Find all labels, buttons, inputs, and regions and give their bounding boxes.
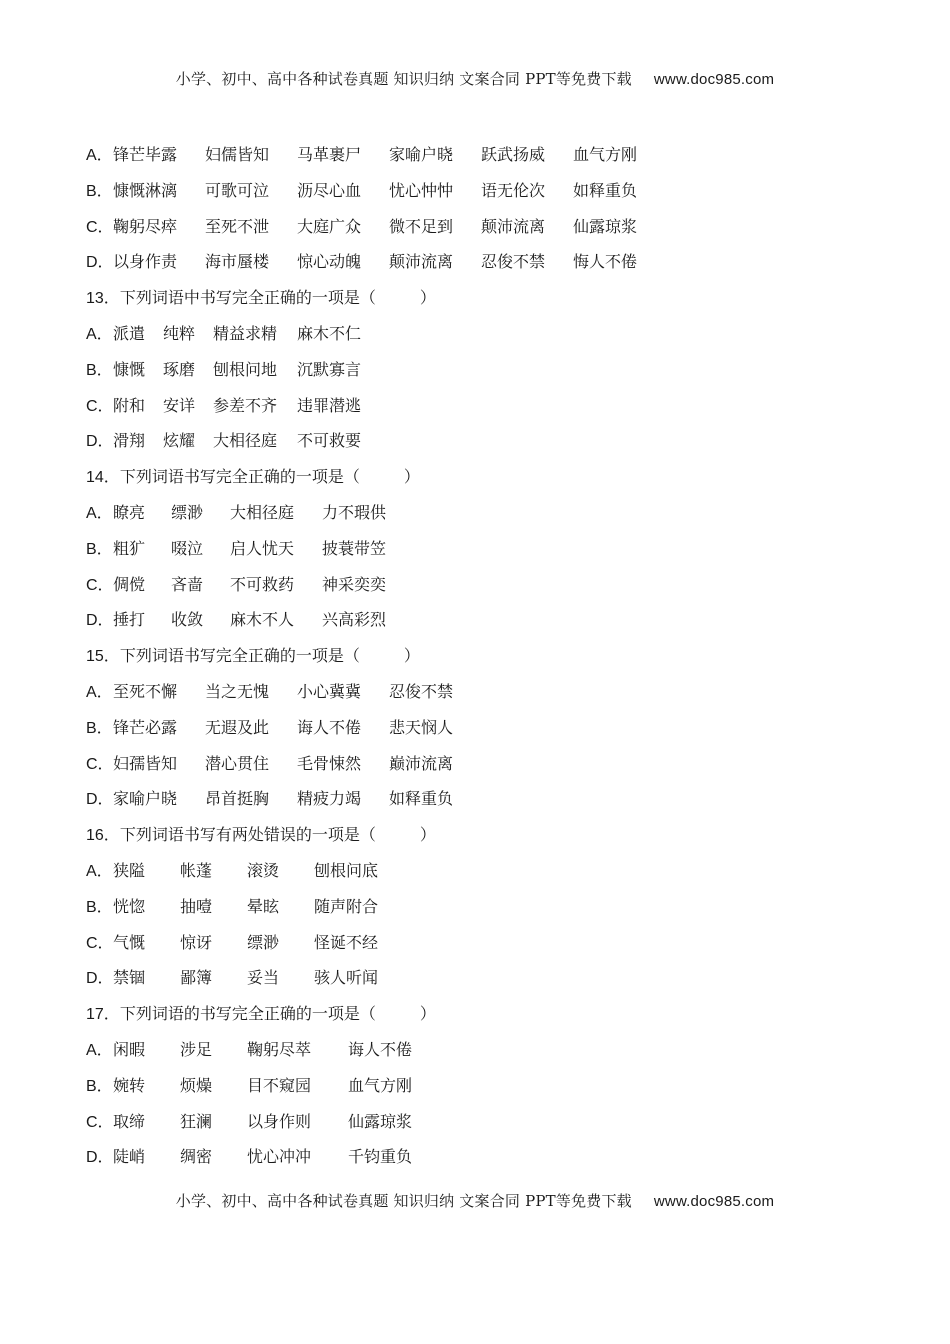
option-word: 惊心动魄: [297, 252, 362, 272]
option-letter: C．: [86, 755, 114, 773]
option-word: 帐蓬: [180, 860, 213, 880]
option-word: 滑翔: [113, 431, 146, 451]
footer-text: 小学、初中、高中各种试卷真题 知识归纳 文案合同 PPT等免费下载: [175, 1192, 632, 1210]
option-word: 纯粹: [163, 323, 196, 343]
option-word: 力不瑕供: [322, 502, 387, 522]
question-14: [86, 464, 886, 643]
option-row: [86, 393, 886, 429]
option-word: 参差不齐: [213, 395, 278, 415]
option-word: 麻木不仁: [297, 323, 362, 343]
option-word: 收敛: [171, 610, 204, 630]
question-text: 下列词语书写完全正确的一项是（: [119, 646, 360, 666]
option-word: 闲暇: [113, 1039, 146, 1059]
option-word: 随声附合: [314, 896, 379, 916]
option-word: 鞠躬尽瘁: [113, 216, 178, 236]
option-word: 忧心冲冲: [247, 1147, 312, 1167]
option-word: 大相径庭: [230, 502, 295, 522]
option-word: 炫耀: [163, 431, 196, 451]
option-row: [86, 930, 886, 966]
option-row: [86, 1109, 886, 1145]
option-letter: A．: [86, 683, 113, 701]
option-word: 悲天悯人: [389, 717, 454, 737]
option-word: 以身作责: [113, 252, 178, 272]
option-word: 陡峭: [113, 1147, 146, 1167]
option-word: 派遣: [113, 323, 146, 343]
option-word: 妇儒皆知: [205, 145, 270, 164]
option-word: 至死不懈: [113, 681, 178, 701]
option-letter: D．: [86, 791, 114, 809]
option-word: 千钧重负: [348, 1147, 413, 1167]
answer-paren-close: ）: [419, 1004, 436, 1024]
option-row: [86, 500, 886, 536]
option-letter: D．: [86, 1149, 114, 1167]
option-word: 鄙簿: [180, 968, 213, 988]
option-word: 小心冀冀: [297, 681, 362, 701]
option-row: [86, 607, 886, 643]
option-word: 无遐及此: [205, 717, 270, 737]
question-content: [86, 142, 886, 1180]
option-word: 锋芒必露: [113, 717, 178, 737]
option-word: 可歌可泣: [205, 180, 270, 200]
question-15: [86, 643, 886, 822]
option-word: 粗犷: [113, 538, 146, 558]
option-word: 大相径庭: [213, 431, 278, 451]
option-word: 禁锢: [113, 968, 146, 988]
option-word: 悔人不倦: [573, 252, 638, 272]
question-text: 下列词语书写完全正确的一项是（: [119, 467, 360, 487]
question-number: 14．: [86, 469, 120, 487]
option-word: 语无伦次: [481, 180, 546, 200]
option-word: 滚烫: [247, 860, 280, 880]
option-word: 不可救药: [230, 574, 295, 594]
answer-paren-close: ）: [419, 288, 436, 308]
option-word: 精益求精: [213, 323, 278, 343]
option-word: 潜心贯住: [205, 753, 270, 773]
answer-paren-close: ）: [403, 646, 420, 666]
option-word: 慷慨淋漓: [113, 180, 178, 200]
option-word: 忧心忡忡: [389, 180, 454, 200]
option-row: [86, 142, 886, 178]
question-text: 下列词语的书写完全正确的一项是（: [119, 1004, 376, 1024]
option-word: 狭隘: [113, 860, 146, 880]
option-word: 鞠躬尽萃: [247, 1039, 312, 1059]
option-word: 绸密: [180, 1147, 213, 1167]
header-text: 小学、初中、高中各种试卷真题 知识归纳 文案合同 PPT等免费下载: [175, 70, 632, 88]
page-footer: [0, 1190, 950, 1211]
option-word: 抽噎: [180, 896, 213, 916]
option-word: 颠沛流离: [389, 252, 454, 272]
option-row: [86, 751, 886, 787]
option-word: 跃武扬威: [481, 145, 546, 164]
question-17: [86, 1001, 886, 1180]
option-letter: C．: [86, 576, 114, 594]
option-word: 涉足: [180, 1039, 213, 1059]
footer-url: www.doc985.com: [653, 1193, 775, 1210]
option-word: 如释重负: [389, 789, 454, 809]
option-row: [86, 178, 886, 214]
question-stem: [86, 643, 886, 679]
option-letter: D．: [86, 970, 114, 988]
option-word: 狂澜: [180, 1111, 213, 1131]
option-letter: D．: [86, 254, 114, 272]
page-header: [0, 68, 950, 89]
option-word: 啜泣: [171, 538, 204, 558]
option-word: 马革裹尸: [297, 145, 362, 164]
option-word: 刨根问地: [213, 359, 278, 379]
option-word: 忍俊不禁: [481, 252, 546, 272]
option-word: 仙露琼浆: [573, 216, 638, 236]
option-row: [86, 357, 886, 393]
question-text: 下列词语书写有两处错误的一项是（: [119, 825, 376, 845]
option-letter: B．: [86, 898, 113, 916]
option-row: [86, 536, 886, 572]
option-word: 婉转: [113, 1075, 146, 1095]
option-word: 不可救要: [297, 431, 362, 451]
option-word: 锋芒毕露: [113, 145, 178, 164]
option-word: 缥渺: [247, 932, 280, 952]
question-number: 16．: [86, 827, 120, 845]
question-16: [86, 822, 886, 1001]
option-word: 安详: [163, 395, 196, 415]
option-word: 晕眩: [247, 896, 280, 916]
option-letter: C．: [86, 397, 114, 415]
option-word: 血气方刚: [573, 145, 638, 164]
option-row: [86, 1037, 886, 1073]
header-url: www.doc985.com: [653, 71, 775, 88]
option-word: 巅沛流离: [389, 753, 454, 773]
option-row: [86, 1144, 886, 1180]
answer-paren-close: ）: [403, 467, 420, 487]
option-letter: B．: [86, 361, 113, 379]
option-row: [86, 894, 886, 930]
option-word: 家喻户晓: [113, 789, 178, 809]
option-word: 倜傥: [113, 574, 146, 594]
option-letter: A．: [86, 504, 113, 522]
option-word: 惊讶: [180, 932, 213, 952]
option-word: 吝啬: [171, 574, 204, 594]
option-row: [86, 858, 886, 894]
option-word: 缥渺: [171, 502, 204, 522]
option-word: 恍惚: [113, 896, 146, 916]
question-text: 下列词语中书写完全正确的一项是（: [119, 288, 376, 308]
option-word: 烦燥: [180, 1075, 213, 1095]
option-word: 仙露琼浆: [348, 1111, 413, 1131]
option-word: 诲人不倦: [297, 717, 362, 737]
option-row: [86, 572, 886, 608]
option-row: [86, 1073, 886, 1109]
question-number: 13．: [86, 290, 120, 308]
option-word: 附和: [113, 395, 146, 415]
option-word: 神采奕奕: [322, 574, 387, 594]
option-row: [86, 321, 886, 357]
option-word: 当之无愧: [205, 681, 270, 701]
option-word: 妥当: [247, 968, 280, 988]
option-letter: C．: [86, 1113, 114, 1131]
option-letter: B．: [86, 540, 113, 558]
option-word: 颠沛流离: [481, 216, 546, 236]
question-stem: [86, 285, 886, 321]
option-word: 诲人不倦: [348, 1039, 413, 1059]
question-13: [86, 285, 886, 464]
option-word: 捶打: [113, 610, 146, 630]
option-letter: C．: [86, 934, 114, 952]
question-number: 15．: [86, 648, 120, 666]
option-word: 取缔: [113, 1111, 146, 1131]
question-stem: [86, 822, 886, 858]
option-letter: D．: [86, 612, 114, 630]
option-word: 以身作则: [247, 1111, 312, 1131]
option-word: 披蓑带笠: [322, 538, 387, 558]
option-word: 违罪潜逃: [297, 395, 362, 415]
option-word: 妇孺皆知: [113, 753, 178, 773]
option-row: [86, 786, 886, 822]
option-row: [86, 679, 886, 715]
option-word: 怪诞不经: [314, 932, 379, 952]
question-stem: [86, 464, 886, 500]
option-word: 骇人听闻: [314, 968, 379, 988]
option-row: [86, 965, 886, 1001]
option-word: 大庭广众: [297, 216, 362, 236]
option-row: [86, 249, 886, 285]
option-letter: B．: [86, 1077, 113, 1095]
option-letter: A．: [86, 862, 113, 880]
option-letter: A．: [86, 325, 113, 343]
option-word: 至死不泄: [205, 216, 270, 236]
option-letter: B．: [86, 182, 113, 200]
option-word: 兴高彩烈: [322, 610, 387, 630]
option-row: [86, 214, 886, 250]
option-word: 沥尽心血: [297, 180, 362, 200]
option-letter: C．: [86, 218, 114, 236]
option-word: 微不足到: [389, 216, 454, 236]
option-word: 琢磨: [163, 359, 196, 379]
option-word: 目不窥园: [247, 1075, 312, 1095]
question-12-options: [86, 142, 886, 285]
option-letter: B．: [86, 719, 113, 737]
option-word: 刨根问底: [314, 860, 379, 880]
option-word: 家喻户晓: [389, 145, 454, 164]
option-word: 忍俊不禁: [389, 681, 454, 701]
option-word: 毛骨悚然: [297, 753, 362, 773]
option-word: 气慨: [113, 932, 146, 952]
option-letter: A．: [86, 1041, 113, 1059]
option-word: 沉默寡言: [297, 359, 362, 379]
option-word: 瞭亮: [113, 502, 146, 522]
option-word: 麻木不人: [230, 610, 295, 630]
option-row: [86, 715, 886, 751]
answer-paren-close: ）: [419, 825, 436, 845]
option-word: 海市蜃楼: [205, 252, 270, 272]
question-number: 17．: [86, 1006, 120, 1024]
option-letter: A．: [86, 147, 113, 164]
option-word: 血气方刚: [348, 1075, 413, 1095]
option-word: 启人忧天: [230, 538, 295, 558]
option-row: [86, 428, 886, 464]
question-stem: [86, 1001, 886, 1037]
option-word: 昂首挺胸: [205, 789, 270, 809]
option-word: 如释重负: [573, 180, 638, 200]
option-letter: D．: [86, 433, 114, 451]
option-word: 精疲力竭: [297, 789, 362, 809]
option-word: 慷慨: [113, 359, 146, 379]
